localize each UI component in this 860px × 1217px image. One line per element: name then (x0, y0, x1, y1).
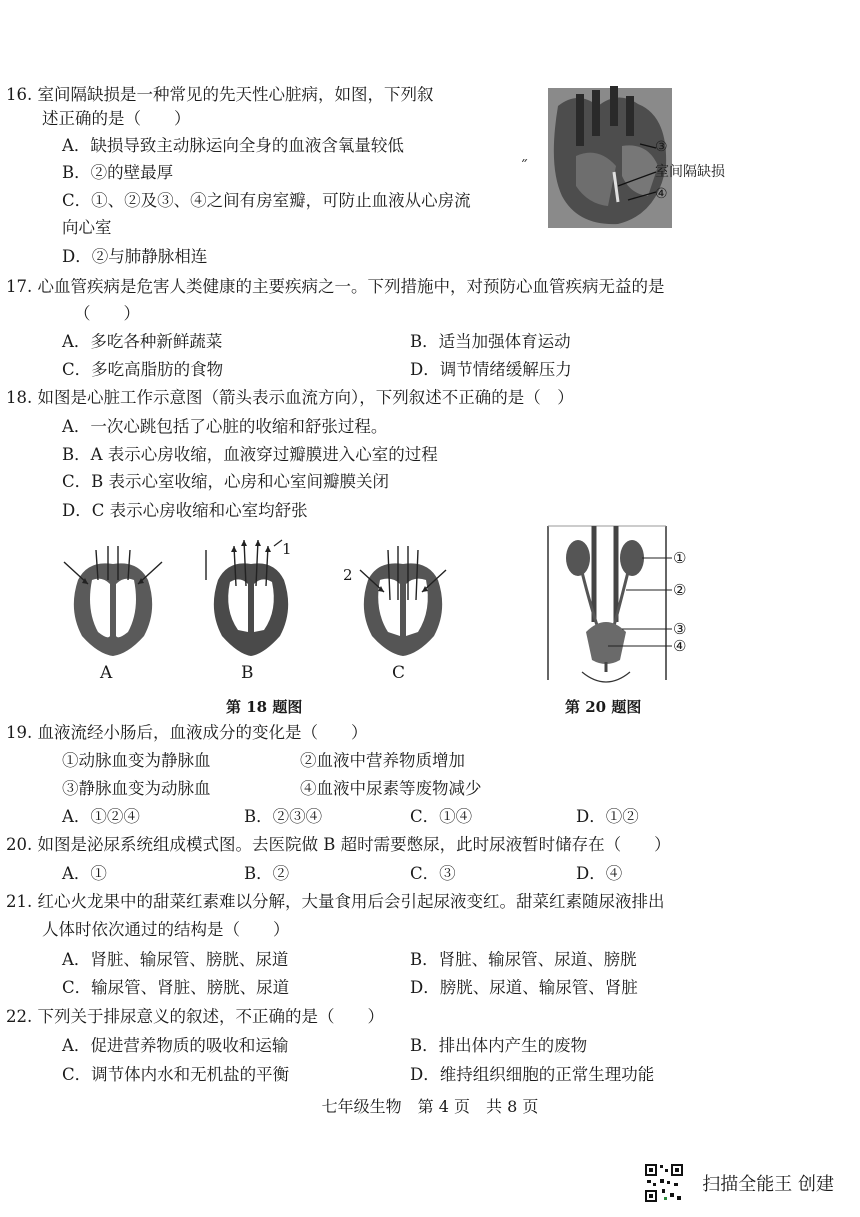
q19-item-2: ②血液中营养物质增加 (300, 751, 465, 770)
q16-option-a: A．缺损导致主动脉运向全身的血液含氧量较低 (62, 136, 404, 155)
q18-label-b: B (241, 663, 254, 683)
q18-label-2: 2 (343, 566, 353, 584)
q17-option-b: B．适当加强体育运动 (410, 332, 571, 351)
q18-label-c: C (392, 663, 406, 683)
q18-heart-diagram-c (348, 540, 458, 660)
q17-stem-cont: （ ） (74, 304, 140, 323)
q17-option-a: A．多吃各种新鲜蔬菜 (62, 332, 223, 351)
q20-fig-label-2: ② (673, 581, 687, 599)
q19-option-c: C．①④ (410, 807, 473, 826)
q17-stem: 17. 心血管疾病是危害人类健康的主要疾病之一。下列措施中，对预防心血管疾病无益的是 (6, 277, 665, 296)
q16-fig-label-3: ③ (655, 139, 668, 155)
q18-option-a: A．一次心跳包括了心脏的收缩和舒张过程。 (62, 417, 388, 436)
q18-stem: 18. 如图是心脏工作示意图（箭头表示血流方向），下列叙述不正确的是（ ） (6, 388, 574, 407)
q18-caption: 第 18 题图 (226, 698, 303, 716)
q16-option-c-cont: 向心室 (62, 218, 112, 237)
page-footer: 七年级生物 第 4 页 共 8 页 (321, 1097, 539, 1116)
q22-option-c: C．调节体内水和无机盐的平衡 (62, 1065, 290, 1084)
q17-option-d: D．调节情绪缓解压力 (410, 360, 572, 379)
q20-caption: 第 20 题图 (565, 698, 642, 716)
q20-fig-label-1: ① (673, 549, 687, 567)
q18-option-d: D．C 表示心房收缩和心室均舒张 (62, 501, 308, 520)
q20-option-c: C．③ (410, 864, 456, 883)
q21-option-a: A．肾脏、输尿管、膀胱、尿道 (62, 950, 289, 969)
q16-option-c: C．①、②及③、④之间有房室瓣，可防止血液从心房流 (62, 191, 471, 210)
q21-option-b: B．肾脏、输尿管、尿道、膀胱 (410, 950, 637, 969)
q16-fig-label-4: ④ (655, 186, 668, 202)
q22-stem: 22. 下列关于排尿意义的叙述，不正确的是（ ） (6, 1007, 384, 1026)
q18-option-c: C．B 表示心室收缩，心房和心室间瓣膜关闭 (62, 472, 389, 491)
q22-option-d: D．维持组织细胞的正常生理功能 (410, 1065, 655, 1084)
q19-option-a: A．①②④ (62, 807, 140, 826)
q19-item-4: ④血液中尿素等废物减少 (300, 779, 482, 798)
q20-urinary-figure (542, 522, 672, 684)
q18-label-a: A (100, 663, 113, 683)
q18-label-1: 1 (282, 540, 292, 558)
q21-option-c: C．输尿管、肾脏、膀胱、尿道 (62, 978, 290, 997)
q21-stem: 21. 红心火龙果中的甜菜红素难以分解，大量食用后会引起尿液变红。甜菜红素随尿液排出 (6, 892, 665, 911)
q20-fig-label-4: ④ (673, 637, 687, 655)
q20-fig-label-3: ③ (673, 620, 687, 638)
scanner-brand-text: 扫描全能王 创建 (702, 1174, 834, 1195)
q21-stem-cont: 人体时依次通过的结构是（ ） (42, 920, 290, 939)
q17-option-c: C．多吃高脂肪的食物 (62, 360, 224, 379)
q16-stem: 16. 室间隔缺损是一种常见的先天性心脏病，如图，下列叙 (6, 85, 434, 104)
q22-option-b: B．排出体内产生的废物 (410, 1036, 588, 1055)
q16-heart-figure (518, 76, 738, 232)
q18-option-b: B．A 表示心房收缩，血液穿过瓣膜进入心室的过程 (62, 445, 438, 464)
qr-code-icon (644, 1163, 684, 1203)
q16-stem-cont: 述正确的是（ ） (42, 109, 191, 128)
q20-option-a: A．① (62, 864, 107, 883)
q18-heart-diagram-a (58, 540, 168, 660)
q19-option-d: D．①② (576, 807, 639, 826)
q19-item-3: ③静脉血变为动脉血 (62, 779, 211, 798)
q19-item-1: ①动脉血变为静脉血 (62, 751, 211, 770)
q16-fig-label-defect: 室间隔缺损 (655, 164, 725, 180)
q22-option-a: A．促进营养物质的吸收和运输 (62, 1036, 289, 1055)
q21-option-d: D．膀胱、尿道、输尿管、肾脏 (410, 978, 638, 997)
q20-stem: 20. 如图是泌尿系统组成模式图。去医院做 B 超时需要憋尿，此时尿液暂时储存在（ ） (6, 835, 671, 854)
q20-option-b: B．② (244, 864, 290, 883)
q19-stem: 19. 血液流经小肠后，血液成分的变化是（ ） (6, 723, 368, 742)
svg-text:˝: ˝ (520, 157, 528, 176)
q19-option-b: B．②③④ (244, 807, 323, 826)
q20-option-d: D．④ (576, 864, 623, 883)
q16-option-b: B．②的壁最厚 (62, 163, 174, 182)
q16-option-d: D．②与肺静脉相连 (62, 247, 208, 266)
